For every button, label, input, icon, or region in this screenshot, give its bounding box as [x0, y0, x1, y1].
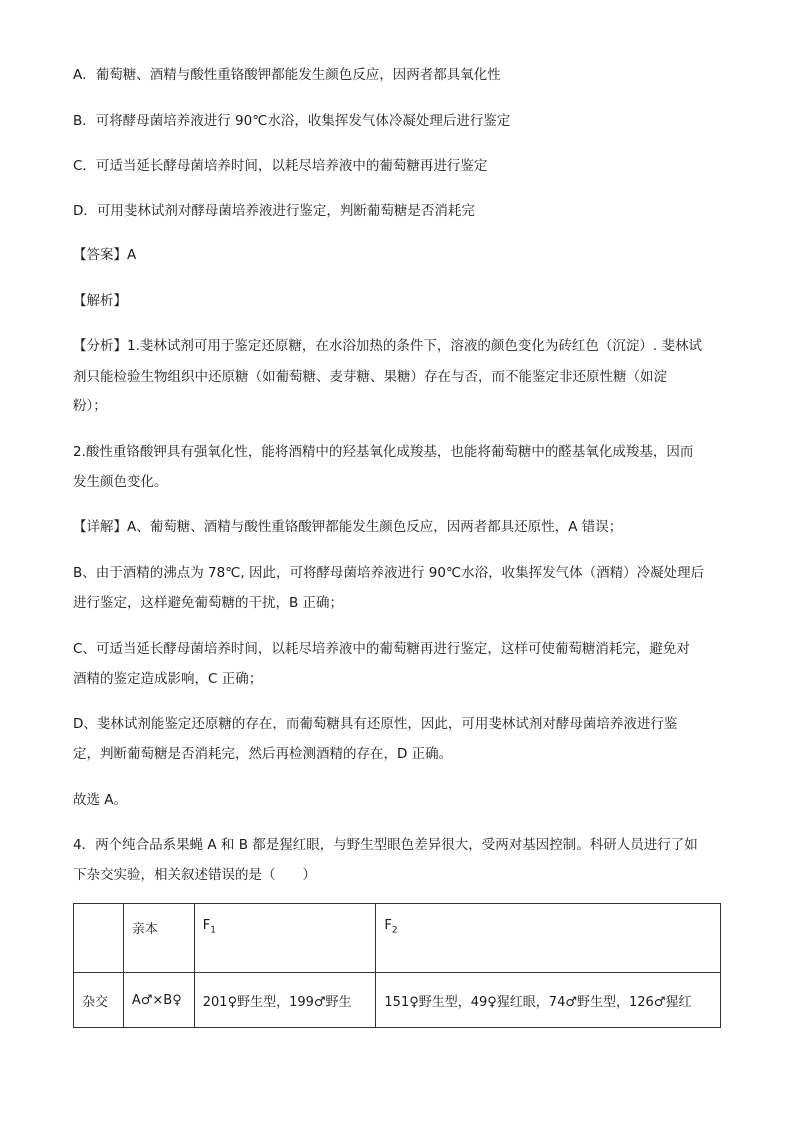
header-f1	[194, 904, 376, 973]
analysis-heading: 【解析】	[73, 293, 127, 309]
header-parent: 亲本	[123, 904, 194, 973]
header-f1-letter: F	[202, 918, 211, 933]
analysis-p1-line1: 【分析】1.斐林试剂可用于鉴定还原糖，在水浴加热的条件下，溶液的颜色变化为砖红色（沉淀）. 斐林试	[73, 338, 702, 354]
conclusion: 故选 A。	[73, 792, 128, 808]
question4-line1: 4．两个纯合品系果蝇 A 和 B 都是猩红眼，与野生型眼色差异很大，受两对基因控制。科研人员进行了如	[73, 837, 698, 853]
header-f2-subscript: 2	[391, 925, 398, 936]
analysis-p1-line3: 粉）；	[73, 398, 107, 414]
analysis-p1-line2: 剂只能检验生物组织中还原糖（如葡萄糖、麦芽糖、果糖）存在与否，而不能鉴定非还原性糖（如淀	[73, 369, 667, 385]
cell-parent: A♂×B♀	[123, 973, 194, 1028]
cell-f2: 151♀野生型，49♀猩红眼，74♂野生型，126♂猩红	[376, 973, 721, 1028]
detail-b-line2: 进行鉴定，这样避免葡萄糖的干扰，B 正确；	[73, 595, 344, 611]
answer-line: 【答案】A	[73, 247, 137, 263]
option-a: A．葡萄糖、酒精与酸性重铬酸钾都能发生颜色反应，因两者都具氧化性	[73, 67, 501, 83]
option-c: C．可适当延长酵母菌培养时间，以耗尽培养液中的葡萄糖再进行鉴定	[73, 158, 488, 174]
detail-a: 【详解】A、葡萄糖、酒精与酸性重铬酸钾都能发生颜色反应，因两者都具还原性，A 错误；	[73, 519, 623, 535]
detail-c-line2: 酒精的鉴定造成影响，C 正确；	[73, 671, 263, 687]
analysis-p2-line2: 发生颜色变化。	[73, 474, 168, 490]
analysis-p2-line1: 2.酸性重铬酸钾具有强氧化性，能将酒精中的羟基氧化成羧基，也能将葡萄糖中的醛基氧化成羧基，因而	[73, 444, 694, 460]
option-d: D．可用斐林试剂对酵母菌培养液进行鉴定，判断葡萄糖是否消耗完	[73, 203, 475, 219]
header-blank-cell	[74, 904, 124, 973]
detail-d-line1: D、斐林试剂能鉴定还原糖的存在，而葡萄糖具有还原性，因此，可用斐林试剂对酵母菌培养液进行鉴	[73, 716, 678, 732]
row-label: 杂交	[74, 973, 124, 1028]
detail-c-line1: C、可适当延长酵母菌培养时间，以耗尽培养液中的葡萄糖再进行鉴定，这样可使葡萄糖消耗完，避免对	[73, 641, 690, 657]
table-header-row	[74, 904, 721, 973]
cell-f1: 201♀野生型，199♂野生	[194, 973, 376, 1028]
cross-experiment-table	[73, 903, 721, 1028]
header-f1-subscript: 1	[210, 925, 216, 936]
option-b: B．可将酵母菌培养液进行 90℃水浴，收集挥发气体冷凝处理后进行鉴定	[73, 113, 511, 129]
header-f2	[376, 904, 721, 973]
question4-line2	[73, 866, 733, 884]
detail-d-line2: 定，判断葡萄糖是否消耗完，然后再检测酒精的存在，D 正确。	[73, 746, 453, 762]
table-row	[74, 973, 721, 1028]
header-f2-letter: F	[384, 918, 392, 933]
answer-blank: （ ）	[262, 867, 316, 883]
detail-b-line1: B、由于酒精的沸点为 78℃, 因此，可将酵母菌培养液进行 90℃水浴，收集挥发气体（酒精）冷凝处理后	[73, 565, 705, 581]
question4-stem-text: 下杂交实验，相关叙述错误的是	[73, 867, 262, 883]
